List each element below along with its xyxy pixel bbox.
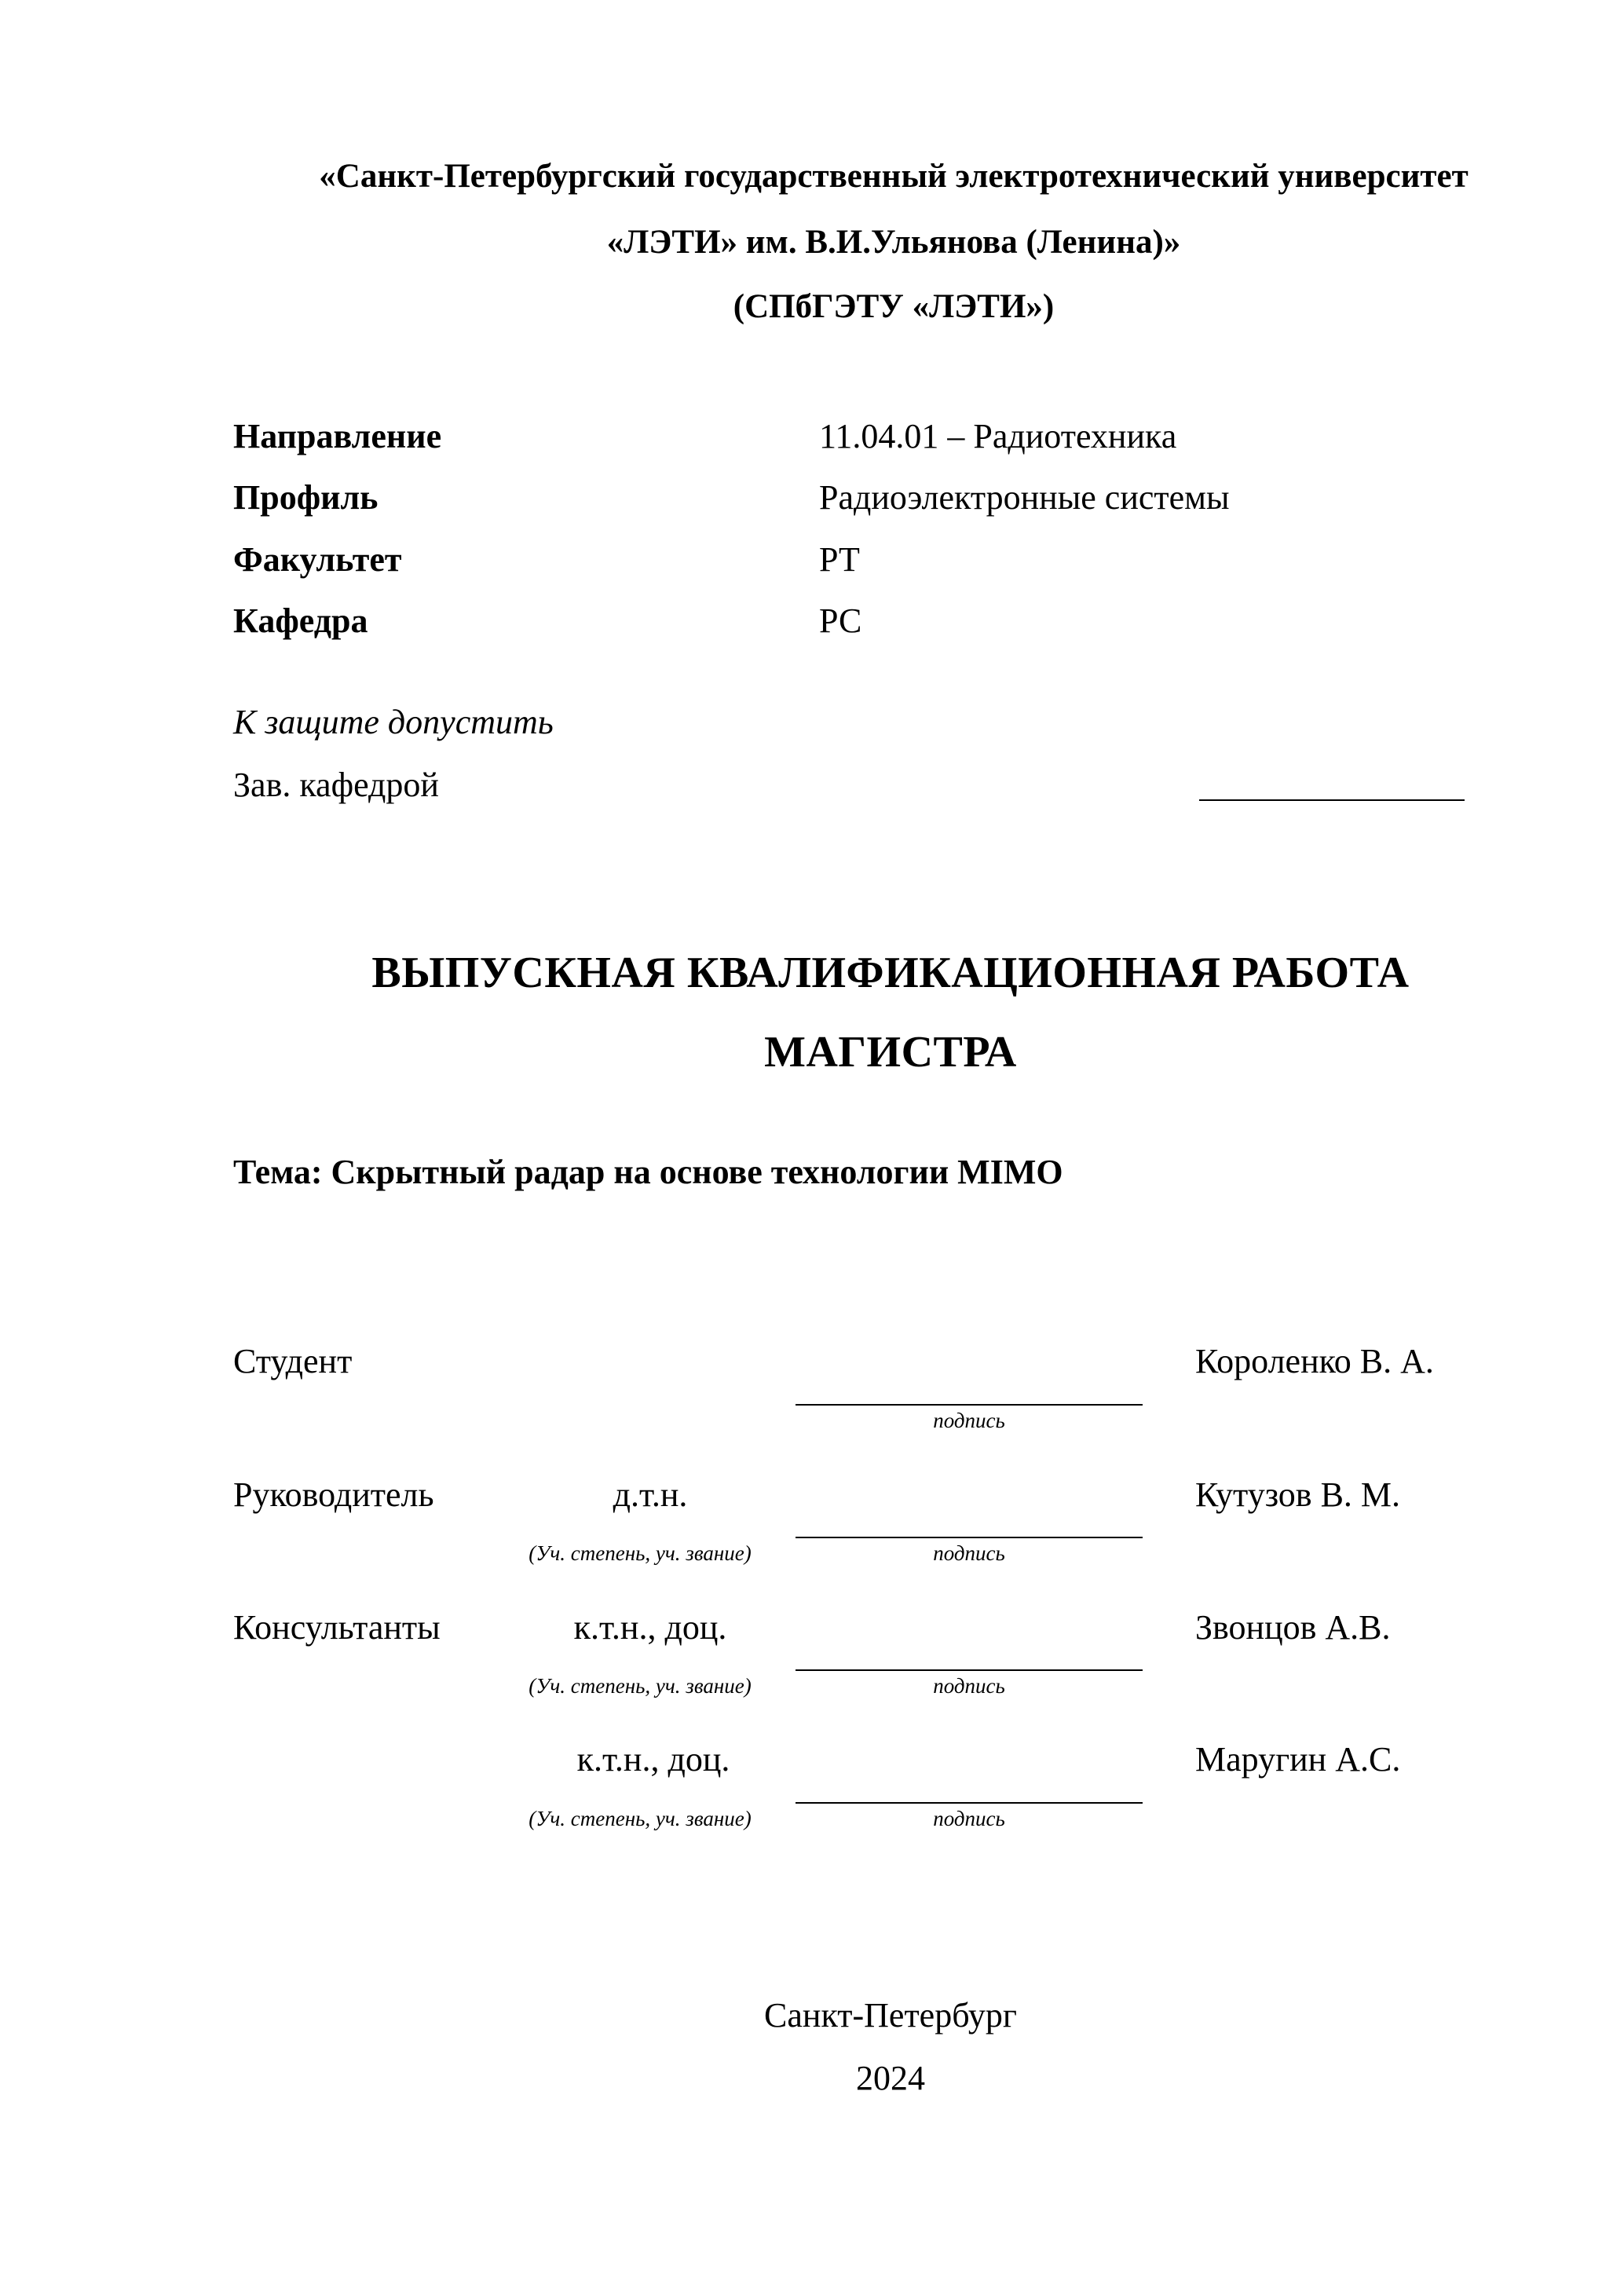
supervisor-role: Руководитель bbox=[233, 1475, 434, 1514]
consultant2-name: Маругин А.С. bbox=[1195, 1740, 1401, 1779]
faculty-value: РТ bbox=[819, 540, 860, 579]
supervisor-signature-caption: подпись bbox=[933, 1541, 1005, 1565]
admit-to-defense: К защите допустить bbox=[233, 703, 554, 741]
profile-label: Профиль bbox=[233, 478, 379, 517]
faculty-label: Факультет bbox=[233, 540, 402, 579]
direction-value: 11.04.01 – Радиотехника bbox=[819, 417, 1177, 455]
consultant2-degree: к.т.н., доц. bbox=[576, 1740, 730, 1779]
university-name-line1: «Санкт-Петербургский государственный электротехнический университет bbox=[319, 158, 1469, 195]
student-name: Короленко В. А. bbox=[1195, 1342, 1434, 1380]
student-signature-caption: подпись bbox=[933, 1409, 1005, 1432]
consultant2-signature-line bbox=[796, 1802, 1143, 1804]
department-label: Кафедра bbox=[233, 601, 368, 640]
university-abbreviation: (СПбГЭТУ «ЛЭТИ») bbox=[733, 288, 1055, 325]
supervisor-degree-caption: (Уч. степень, уч. звание) bbox=[529, 1541, 752, 1565]
consultant1-signature-caption: подпись bbox=[933, 1674, 1005, 1698]
consultant1-signature-line bbox=[796, 1669, 1143, 1671]
consultant1-degree: к.т.н., доц. bbox=[573, 1608, 727, 1647]
direction-label: Направление bbox=[233, 417, 442, 455]
city: Санкт-Петербург bbox=[764, 1996, 1017, 2035]
supervisor-degree: д.т.н. bbox=[613, 1475, 688, 1514]
supervisor-name: Кутузов В. М. bbox=[1195, 1475, 1401, 1514]
consultant1-degree-caption: (Уч. степень, уч. звание) bbox=[529, 1674, 752, 1698]
consultant2-signature-caption: подпись bbox=[933, 1807, 1005, 1830]
consultant1-name: Звонцов А.В. bbox=[1195, 1608, 1391, 1647]
year: 2024 bbox=[856, 2059, 925, 2097]
supervisor-signature-line bbox=[796, 1537, 1143, 1538]
student-signature-line bbox=[796, 1404, 1143, 1406]
head-signature-line bbox=[1199, 799, 1465, 801]
university-name-line2: «ЛЭТИ» им. В.И.Ульянова (Ленина)» bbox=[606, 224, 1181, 261]
student-role: Студент bbox=[233, 1342, 353, 1380]
work-topic: Тема: Скрытный радар на основе технологии MIMO bbox=[233, 1153, 1063, 1191]
department-value: РС bbox=[819, 601, 862, 640]
consultant2-degree-caption: (Уч. степень, уч. звание) bbox=[529, 1807, 752, 1830]
profile-value: Радиоэлектронные системы bbox=[819, 478, 1230, 517]
work-title-line2: МАГИСТРА bbox=[764, 1028, 1017, 1077]
consultants-role: Консультанты bbox=[233, 1608, 441, 1647]
work-title-line1: ВЫПУСКНАЯ КВАЛИФИКАЦИОННАЯ РАБОТА bbox=[371, 949, 1410, 997]
head-of-department-label: Зав. кафедрой bbox=[233, 766, 439, 804]
